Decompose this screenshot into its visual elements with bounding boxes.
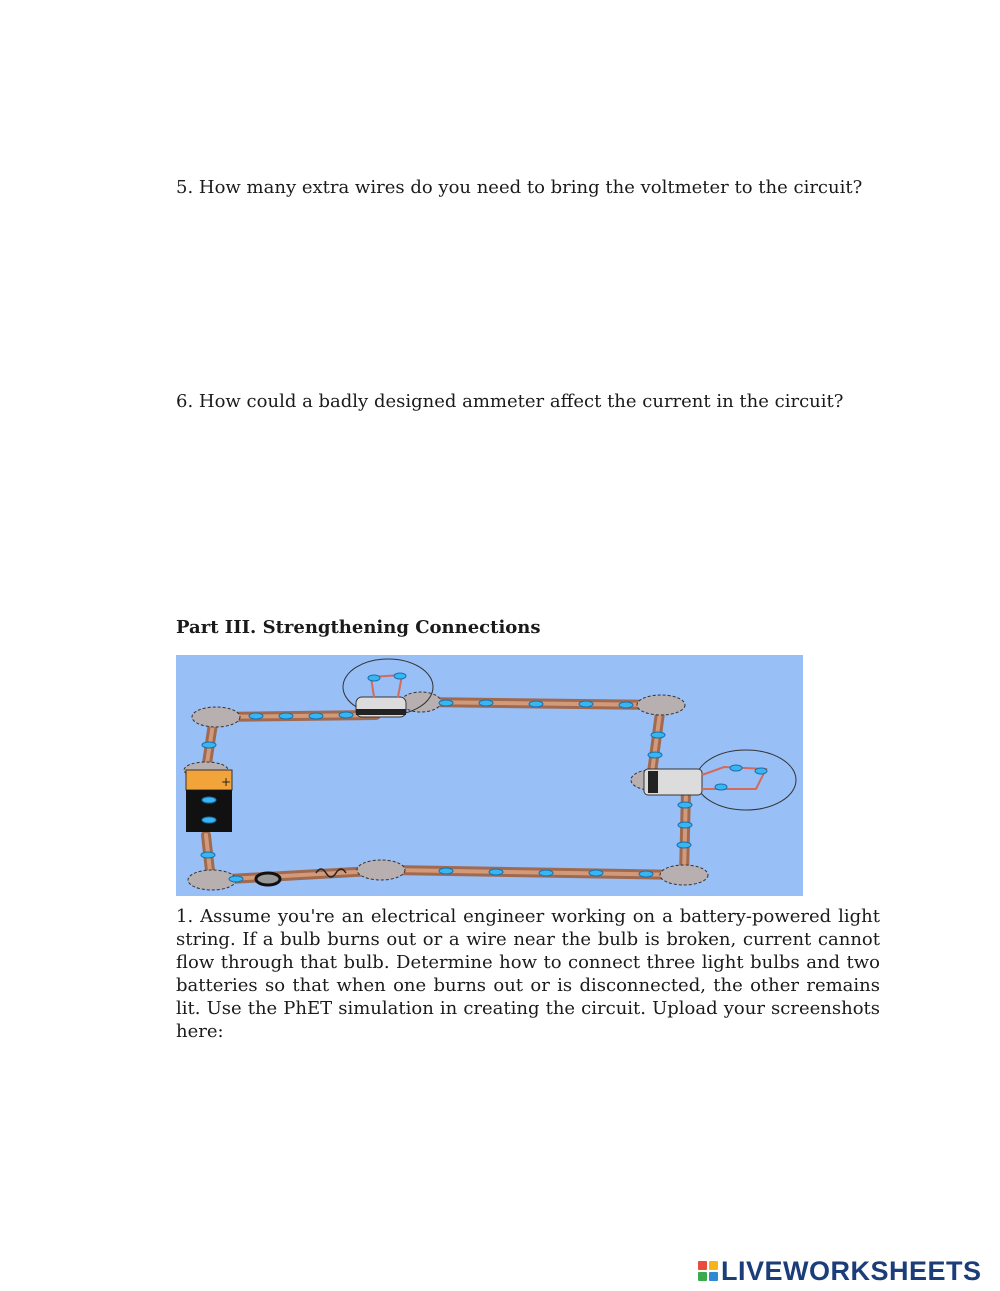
question-5: 5. How many extra wires do you need to bring the voltmeter to the circuit?: [176, 177, 863, 198]
junction: [357, 860, 405, 880]
circuit-diagram: [176, 655, 803, 896]
part-iii-heading: Part III. Strengthening Connections: [176, 617, 541, 638]
wires: [206, 702, 686, 880]
light-bulb-right-icon: [644, 750, 796, 810]
junction: [660, 865, 708, 885]
liveworksheets-logo: [698, 1255, 982, 1287]
logo-text: LIVEWORKSHEETS: [721, 1255, 982, 1286]
circuit-simulation-image: [176, 655, 803, 896]
junction: [401, 692, 441, 712]
svg-text:+: +: [221, 775, 232, 789]
logo-grid-icon: [698, 1261, 718, 1281]
junction: [637, 695, 685, 715]
part-iii-question-1: 1. Assume you're an electrical engineer working on a battery-powered light string. If a bulb burns out or a wire near the bulb is broken, current cannot flow through that bulb. Determine how to connect three light bulbs and two batteries so that when one burns out or is disconnected, the other remains lit. Use the PhET simulation in creating the circuit. Upload your screenshots here:: [176, 906, 880, 1042]
junctions: [184, 692, 708, 890]
junction: [192, 707, 240, 727]
question-6: 6. How could a badly designed ammeter affect the current in the circuit?: [176, 391, 844, 412]
